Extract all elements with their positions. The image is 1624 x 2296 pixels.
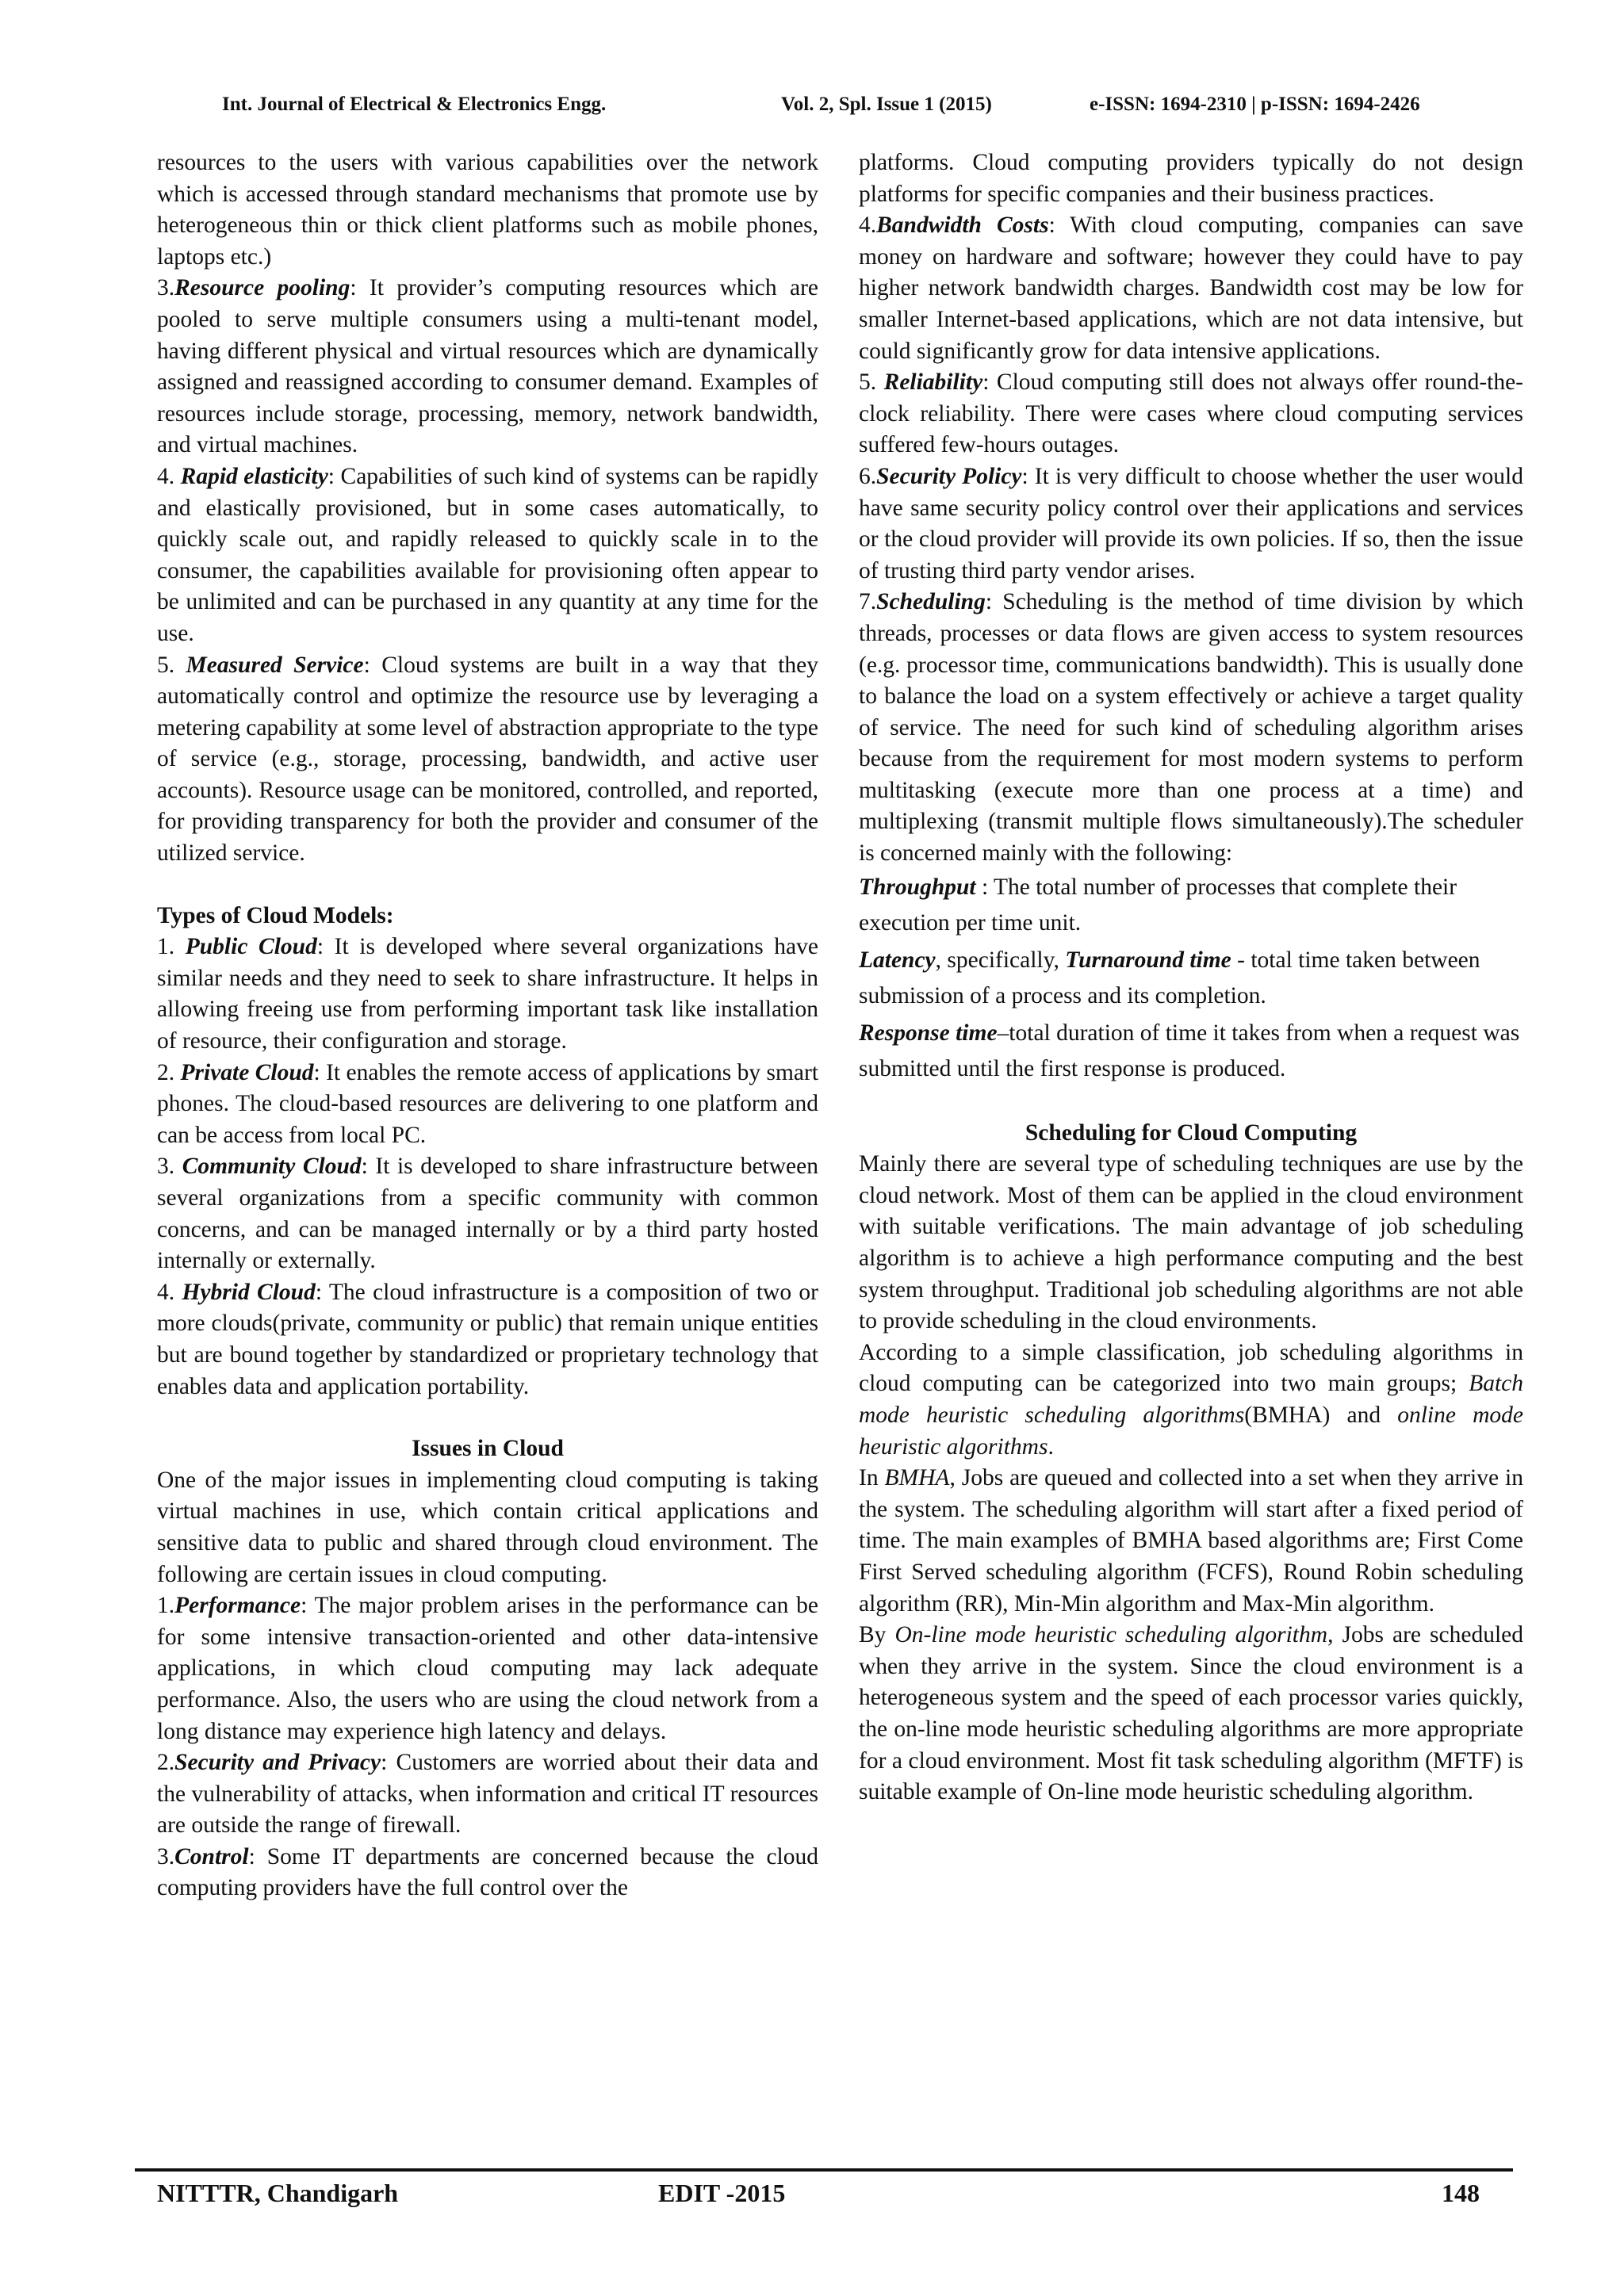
item-scheduling — [859, 587, 1523, 869]
item-term: Measured Service — [186, 652, 364, 678]
item-text: : The major problem arises in the performance can be for some intensive transaction-oriented and other data-intensive applications, in which cloud computing may lack adequate performance. Also, the users who are using the cloud network from a long distance may experience high latency and delays. — [157, 1593, 818, 1744]
paragraph-continuation: resources to the users with various capabilities over the network which is accessed through standard mechanisms that promote use by heterogeneous thin or thick client platforms such as mobile phones, laptops etc.) — [157, 150, 818, 270]
item-number: 3. — [157, 275, 175, 301]
item-term: Security Policy — [876, 463, 1022, 489]
section-heading-issues: Issues in Cloud — [412, 1436, 564, 1462]
item-number: 2. — [157, 1059, 181, 1085]
definition-connector: , specifically, — [935, 947, 1066, 973]
definition-term: Response time — [859, 1020, 998, 1046]
scheduling-paragraph-4 — [859, 1620, 1523, 1808]
item-term: Security and Privacy — [174, 1750, 381, 1776]
item-text: : With cloud computing, companies can save money on hardware and software; however they could have to pay higher network bandwidth charges. Bandwidth cost may be low for smaller Internet-based applications, which are not data intensive, but could significantly grow for data intensive applications. — [859, 212, 1523, 364]
item-community-cloud — [157, 1151, 818, 1276]
footer-institute: NITTTR, Chandigarh — [157, 2179, 399, 2207]
item-bandwidth-costs — [859, 210, 1523, 367]
italic-term: Batch mode heuristic scheduling algorithms — [859, 1371, 1523, 1428]
item-control — [157, 1842, 818, 1904]
item-term: Scheduling — [876, 589, 986, 615]
running-header — [0, 94, 1624, 125]
definition-throughput — [859, 870, 1523, 941]
journal-name: Int. Journal of Electrical & Electronics Engg. — [222, 94, 607, 115]
scheduling-paragraph-1: Mainly there are several type of scheduling techniques are use by the cloud network. Most of them can be applied in the cloud environment with suitable verifications. The main advantage of job scheduling algorithm is to achieve a high performance computing and the best system throughput. Traditional job scheduling algorithms are not able to provide scheduling in the cloud environments. — [859, 1151, 1523, 1334]
item-text: : It is developed where several organizations have similar needs and they need to seek to share infrastructure. It helps in allowing freeing use from performing important task like installation of resource, their configuration and storage. — [157, 934, 818, 1054]
item-text: : It is developed to share infrastructure between several organizations from a specific community with common concerns, and can be managed internally or by a third party hosted internally or externally. — [157, 1154, 818, 1274]
item-number: 1. — [157, 1593, 175, 1619]
italic-term: BMHA — [884, 1465, 950, 1491]
item-number: 7. — [859, 589, 877, 615]
section-heading-scheduling: Scheduling for Cloud Computing — [1025, 1119, 1358, 1146]
item-term: Resource pooling — [174, 275, 350, 301]
section-heading-types: Types of Cloud Models: — [157, 902, 394, 928]
item-rapid-elasticity — [157, 461, 818, 650]
item-reliability — [859, 367, 1523, 461]
item-number: 1. — [157, 934, 186, 960]
item-resource-pooling — [157, 273, 818, 461]
item-number: 5. — [157, 652, 186, 678]
item-text: : It is very difficult to choose whether the user would have same security policy control over their applications and services or the cloud provider will provide its own policies. If so, then the issue of trusting third party vendor arises. — [859, 463, 1523, 584]
definition-latency — [859, 943, 1523, 1014]
item-text: : It enables the remote access of applications by smart phones. The cloud-based resources are delivering to one platform and can be access from local PC. — [157, 1059, 819, 1148]
italic-term: online mode heuristic algorithms — [859, 1402, 1524, 1460]
footer-divider — [135, 2168, 1513, 2172]
item-text: : Customers are worried about their data and the vulnerability of attacks, when information and critical IT resources are outside the range of firewall. — [157, 1750, 818, 1839]
item-text: : Some IT departments are concerned because the cloud computing providers have the full control over the — [157, 1843, 818, 1901]
item-term: Community Cloud — [182, 1154, 362, 1180]
page-number: 148 — [1442, 2179, 1480, 2207]
scheduling-paragraph-2 — [859, 1337, 1523, 1463]
item-number: 6. — [859, 463, 877, 489]
item-security-privacy — [157, 1747, 818, 1842]
volume-info: Vol. 2, Spl. Issue 1 (2015) — [781, 94, 992, 115]
item-number: 4. — [157, 1279, 182, 1305]
text-run: According to a simple classification, job scheduling algorithms in cloud computing can be categorized into two main groups; — [859, 1339, 1523, 1397]
text-run: , Jobs are scheduled when they arrive in the system. Since the cloud environment is a heterogeneous system and the speed of each processor varies quickly, the on-line mode heuristic scheduling algorithms are more appropriate for a cloud environment. Most fit task scheduling algorithm (MFTF) is suitable example of On-line mode heuristic scheduling algorithm. — [859, 1622, 1523, 1805]
definition-text: - total time taken between submission of a process and its completion. — [859, 947, 1480, 1008]
issn-info: e-ISSN: 1694-2310 | p-ISSN: 1694-2426 — [1090, 94, 1420, 115]
running-footer — [0, 2179, 1624, 2210]
item-term: Performance — [174, 1593, 301, 1619]
definition-text: –total duration of time it takes from when a request was submitted until the first response is produced. — [859, 1020, 1520, 1081]
item-number: 2. — [157, 1750, 175, 1776]
item-performance — [157, 1590, 818, 1747]
definition-response-time — [859, 1016, 1523, 1087]
item-term: Control — [174, 1843, 249, 1869]
item-text: : Scheduling is the method of time division by which threads, processes or data flows are given access to system resources (e.g. processor time, communications bandwidth). This is usually done to balance the load on a system effectively or achieve a target quality of service. The need for such kind of scheduling algorithm arises because from the requirement for most modern systems to perform multitasking (execute more than one process at a time) and multiplexing (transmit multiple flows simultaneously).The scheduler is concerned mainly with the following: — [859, 589, 1523, 867]
item-number: 3. — [157, 1843, 175, 1869]
definition-term: Turnaround time — [1065, 947, 1231, 973]
right-column — [859, 147, 1523, 1808]
definition-term: Latency — [859, 947, 936, 973]
item-security-policy — [859, 461, 1523, 587]
italic-term: On-line mode heuristic scheduling algorithm — [894, 1622, 1328, 1648]
paragraph-continuation: platforms. Cloud computing providers typically do not design platforms for specific companies and their business practices. — [859, 150, 1523, 207]
definition-term: Throughput — [859, 874, 976, 900]
item-number: 3. — [157, 1154, 182, 1180]
text-run: By — [859, 1622, 895, 1648]
definition-text: : The total number of processes that complete their execution per time unit. — [859, 874, 1457, 936]
item-number: 5. — [859, 369, 884, 396]
item-term: Private Cloud — [180, 1059, 314, 1085]
item-text: : Cloud systems are built in a way that they automatically control and optimize the resource use by leveraging a metering capability at some level of abstraction appropriate to the type of service (e.g., storage, processing, bandwidth, and active user accounts). Resource usage can be monitored, controlled, and reported, for providing transparency for both the provider and consumer of the utilized service. — [157, 652, 819, 867]
footer-edition: EDIT -2015 — [658, 2179, 786, 2207]
scheduling-paragraph-3 — [859, 1463, 1523, 1620]
item-text: : Capabilities of such kind of systems can be rapidly and elastically provisioned, but in some cases automatically, to quickly scale out, and rapidly released to quickly scale in to the consumer, the capabilities available for provisioning often appear to be unlimited and can be purchased in any quantity at any time for the use. — [157, 463, 819, 646]
item-text: : It provider’s computing resources which are pooled to serve multiple consumers using a multi-tenant model, having different physical and virtual resources which are dynamically assigned and reassigned according to consumer demand. Examples of resources include storage, processing, memory, network bandwidth, and virtual machines. — [157, 275, 818, 458]
item-number: 4. — [157, 463, 181, 489]
item-measured-service — [157, 650, 818, 870]
item-term: Bandwidth Costs — [876, 212, 1049, 239]
text-run: In — [859, 1465, 885, 1491]
item-number: 4. — [859, 212, 877, 239]
text-run: (BMHA) and — [1244, 1402, 1398, 1428]
item-text: : Cloud computing still does not always offer round-the-clock reliability. There were cases where cloud computing services suffered few-hours outages. — [859, 369, 1524, 458]
item-hybrid-cloud — [157, 1277, 818, 1402]
text-run: . — [1048, 1433, 1054, 1460]
item-private-cloud — [157, 1058, 818, 1152]
item-public-cloud — [157, 932, 818, 1057]
item-text: : The cloud infrastructure is a composition of two or more clouds(private, community or public) that remain unique entities but are bound together by standardized or proprietary technology that enables data and application portability. — [157, 1279, 818, 1399]
item-term: Rapid elasticity — [180, 463, 328, 489]
item-term: Hybrid Cloud — [182, 1279, 316, 1305]
text-run: , Jobs are queued and collected into a set when they arrive in the system. The scheduling algorithm will start after a fixed period of time. The main examples of BMHA based algorithms are; First Come First Served scheduling algorithm (FCFS), Round Robin scheduling algorithm (RR), Min-Min algorithm and Max-Min algorithm. — [859, 1465, 1523, 1617]
item-term: Reliability — [883, 369, 983, 396]
issues-intro: One of the major issues in implementing cloud computing is taking virtual machines in use, which contain critical applications and sensitive data to public and shared through cloud environment. The following are certain issues in cloud computing. — [157, 1467, 818, 1587]
item-term: Public Cloud — [185, 934, 317, 960]
left-column — [157, 147, 818, 1904]
